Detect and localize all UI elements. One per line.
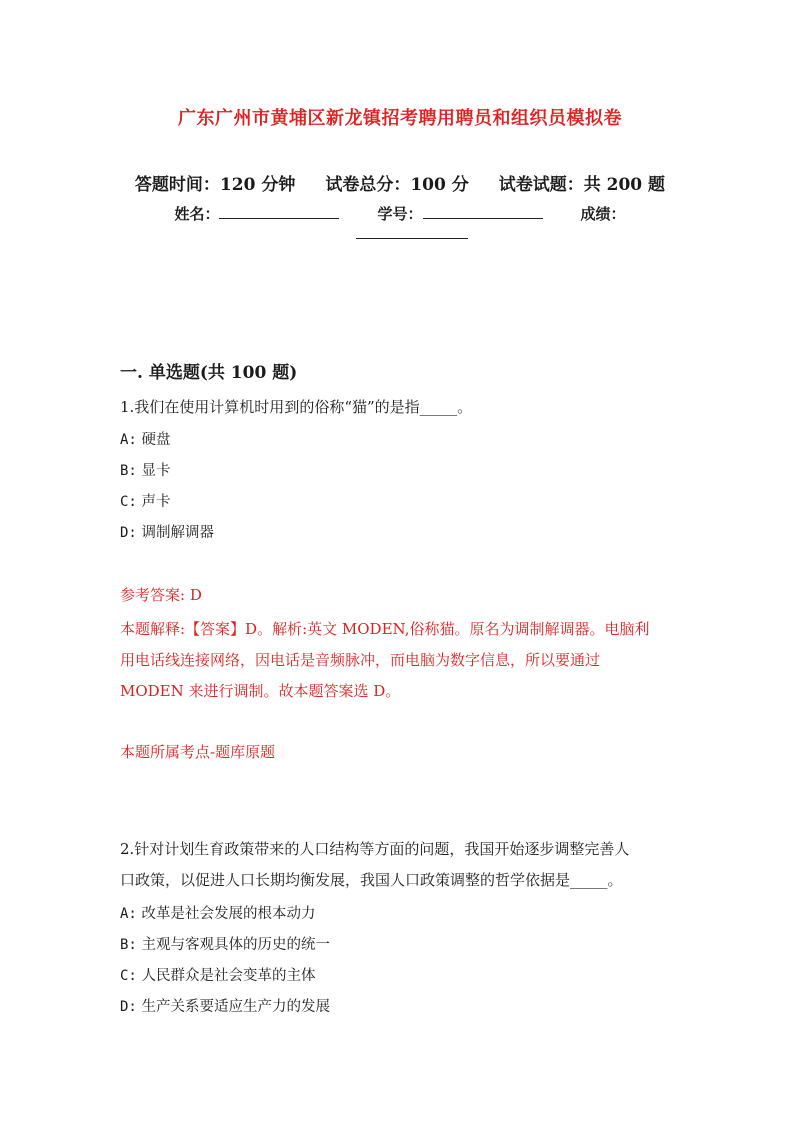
exam-title: 广东广州市黄埔区新龙镇招考聘用聘员和组织员模拟卷 [178,108,622,129]
stem-line: 口政策，以促进人口长期均衡发展，我国人口政策调整的哲学依据是_____。 [120,871,623,889]
option-text: 声卡 [141,494,171,510]
explanation-line: MODEN 来进行调制。故本题答案选 D。 [120,682,401,700]
option-text: 生产关系要适应生产力的发展 [141,999,330,1015]
score-label: 成绩： [580,205,626,223]
exam-meta [0,170,800,195]
option-text: 改革是社会发展的根本动力 [141,906,316,922]
question-1-option-a [120,428,170,449]
option-text: 显卡 [141,463,171,479]
option-key: C: [120,494,137,510]
section-title: 一. 单选题(共 100 题) [120,363,298,383]
question-2-stem [120,834,629,896]
question-1-source: 本题所属考点-题库原题 [120,743,276,761]
question-1-option-d [120,521,214,542]
option-text: 人民群众是社会变革的主体 [141,968,316,984]
exam-total-score: 试卷总分：100 分 [325,175,469,195]
question-1-stem: 1.我们在使用计算机时用到的俗称“猫”的是指_____。 [120,398,473,416]
option-key: A: [120,906,137,922]
question-2-option-b [120,933,330,954]
option-key: A: [120,432,137,448]
exam-time: 答题时间：120 分钟 [134,175,296,195]
id-blank [423,217,543,219]
question-1-answer: 参考答案: D [120,586,202,604]
option-text: 硬盘 [141,432,171,448]
question-2-option-a [120,902,315,923]
option-text: 调制解调器 [141,525,214,541]
question-2-option-d [120,995,330,1016]
id-label: 学号： [377,205,423,223]
name-label: 姓名： [174,205,220,223]
option-key: B: [120,463,137,479]
option-key: B: [120,937,137,953]
name-blank [219,217,339,219]
score-blank [356,238,468,239]
explanation-line: 用电话线连接网络，因电话是音频脉冲，而电脑为数字信息，所以要通过 [120,651,601,669]
student-fields [0,203,800,224]
question-1-option-c [120,490,170,511]
option-key: D: [120,525,137,541]
question-1-explanation [120,614,690,707]
exam-question-count: 试卷试题：共 200 题 [498,175,666,195]
stem-line: 2.针对计划生育政策带来的人口结构等方面的问题，我国开始逐步调整完善人 [120,840,630,858]
option-text: 主观与客观具体的历史的统一 [141,937,330,953]
option-key: D: [120,999,137,1015]
question-2-option-c [120,964,315,985]
question-1-option-b [120,459,170,480]
explanation-line: 本题解释:【答案】D。解析:英文 MODEN,俗称猫。原名为调制解调器。电脑利 [120,620,650,638]
option-key: C: [120,968,137,984]
